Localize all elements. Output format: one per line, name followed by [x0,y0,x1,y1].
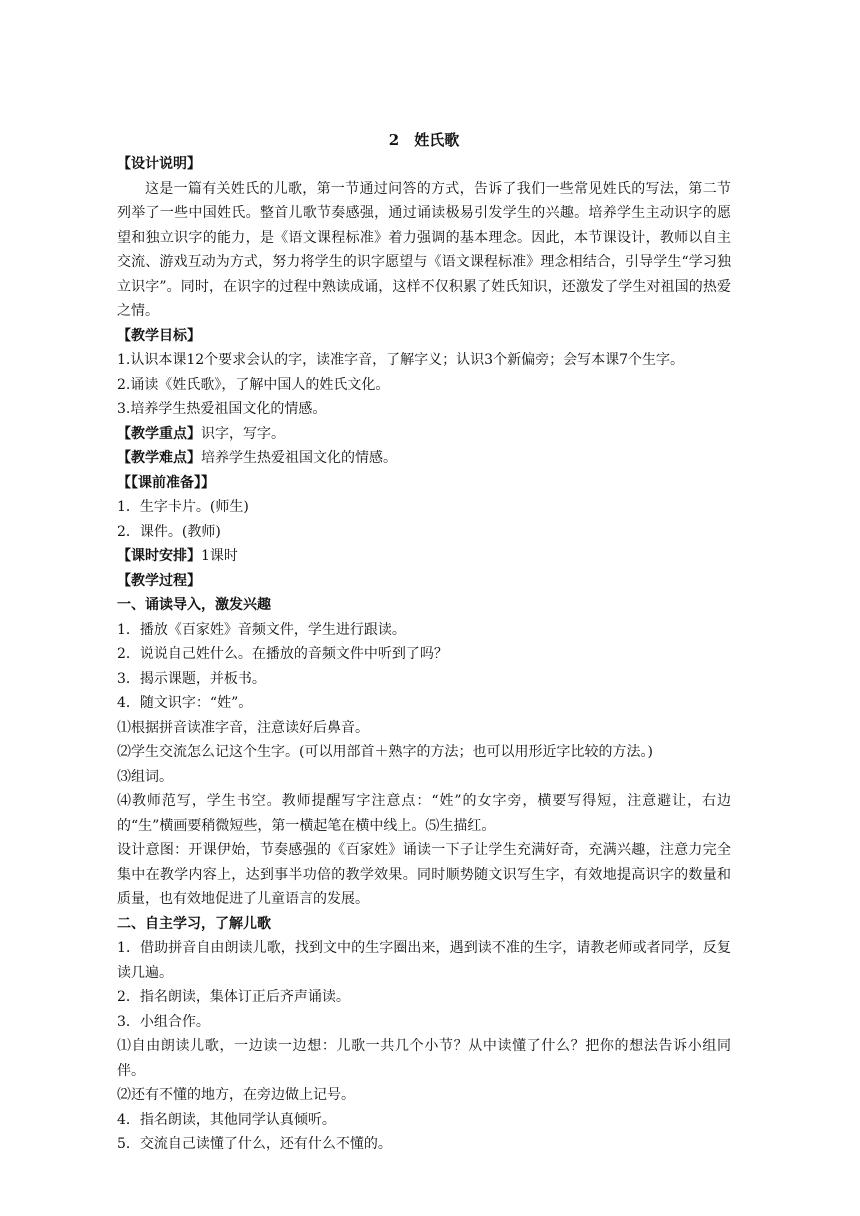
section1-item: ⑷教师范写，学生书空。教师提醒写字注意点：“姓”的女字旁，横要写得短，注意避让，右边的“生”横画要稍微短些，第一横起笔在横中线上。⑸生描红。 [117,793,731,834]
prep-item: 2．课件。(教师) [117,523,221,540]
design-heading: 【设计说明】 [117,156,201,172]
section2-heading: 二、自主学习，了解儿歌 [117,915,271,932]
difficulty-label: 【教学难点】 [117,450,201,466]
section2-item: 1．借助拼音自由朗读儿歌，找到文中的生字圈出来，遇到读不准的生字，请教老师或者同学，反复读几遍。 [117,940,731,981]
section1-item: ⑶组词。 [117,768,173,785]
section2-item: ⑵还有不懂的地方，在旁边做上记号。 [117,1087,355,1103]
goals-heading: 【教学目标】 [117,327,201,344]
section1-item: 2．说说自己姓什么。在播放的音频文件中听到了吗？ [117,646,448,662]
difficulty-text: 培养学生热爱祖国文化的情感。 [201,450,397,466]
lesson-title: 2 姓氏歌 [388,131,460,149]
section1-item: 4．随文识字：“姓”。 [117,695,253,711]
section2-item: 2．指名朗读，集体订正后齐声诵读。 [117,989,350,1005]
section1-item: 3．揭示课题，并板书。 [117,670,266,687]
key-point-line [117,422,731,447]
section1-heading: 一、诵读导入，激发兴趣 [117,597,271,613]
goal-item: 3.培养学生热爱祖国文化的情感。 [117,401,327,417]
goal-item: 1.认识本课12个要求会认的字，读准字音，了解字义；认识3个新偏旁；会写本课7个生字。 [117,352,684,368]
section2-item: 4．指名朗读，其他同学认真倾听。 [117,1111,336,1128]
time-line [117,544,731,569]
document-body [117,128,731,1157]
section1-item: ⑴根据拼音读准字音，注意读好后鼻音。 [117,719,369,736]
goal-item: 2.诵读《姓氏歌》，了解中国人的姓氏文化。 [117,376,390,393]
design-paragraph: 这是一篇有关姓氏的儿歌，第一节通过问答的方式，告诉了我们一些常见姓氏的写法，第二节列举了一些中国姓氏。整首儿歌节奏感强，通过诵读极易引发学生的兴趣。培养学生主动识字的愿望和独立识字的能力，是《语文课程标准》着力强调的基本理念。因此，本节课设计，教师以自主交流、游戏互动为方式，努力将学生的识字愿望与《语文课程标准》理念相结合，引导学生“学习独立识字”。同时，在识字的过程中熟读成诵，这样不仅积累了姓氏知识，还激发了学生对祖国的热爱之情。 [117,180,731,319]
process-heading: 【教学过程】 [117,572,201,589]
section2-item: 5．交流自己读懂了什么，还有什么不懂的。 [117,1136,392,1152]
section1-item: 1．播放《百家姓》音频文件，学生进行跟读。 [117,621,406,638]
time-text: 1课时 [201,548,238,564]
time-label: 【课时安排】 [117,548,201,564]
section2-item: ⑴自由朗读儿歌，一边读一边想：儿歌一共几个小节？从中读懂了什么？把你的想法告诉小组同伴。 [117,1038,731,1079]
section1-item: ⑵学生交流怎么记这个生字。(可以用部首＋熟字的方法；也可以用形近字比较的方法。) [117,744,653,760]
difficulty-line [117,446,731,471]
prep-item: 1．生字卡片。(师生) [117,499,249,515]
key-point-text: 识字，写字。 [201,425,285,442]
key-point-label: 【教学重点】 [117,425,201,442]
design-intent: 设计意图：开课伊始，节奏感强的《百家姓》诵读一下子让学生充满好奇，充满兴趣，注意力完全集中在教学内容上，达到事半功倍的教学效果。同时顺势随文识写生字，有效地提高识字的数量和质量，也有效地促进了儿童语言的发展。 [117,842,731,907]
section2-item: 3．小组合作。 [117,1013,210,1030]
prep-heading: 【【课前准备】】 [117,474,215,491]
